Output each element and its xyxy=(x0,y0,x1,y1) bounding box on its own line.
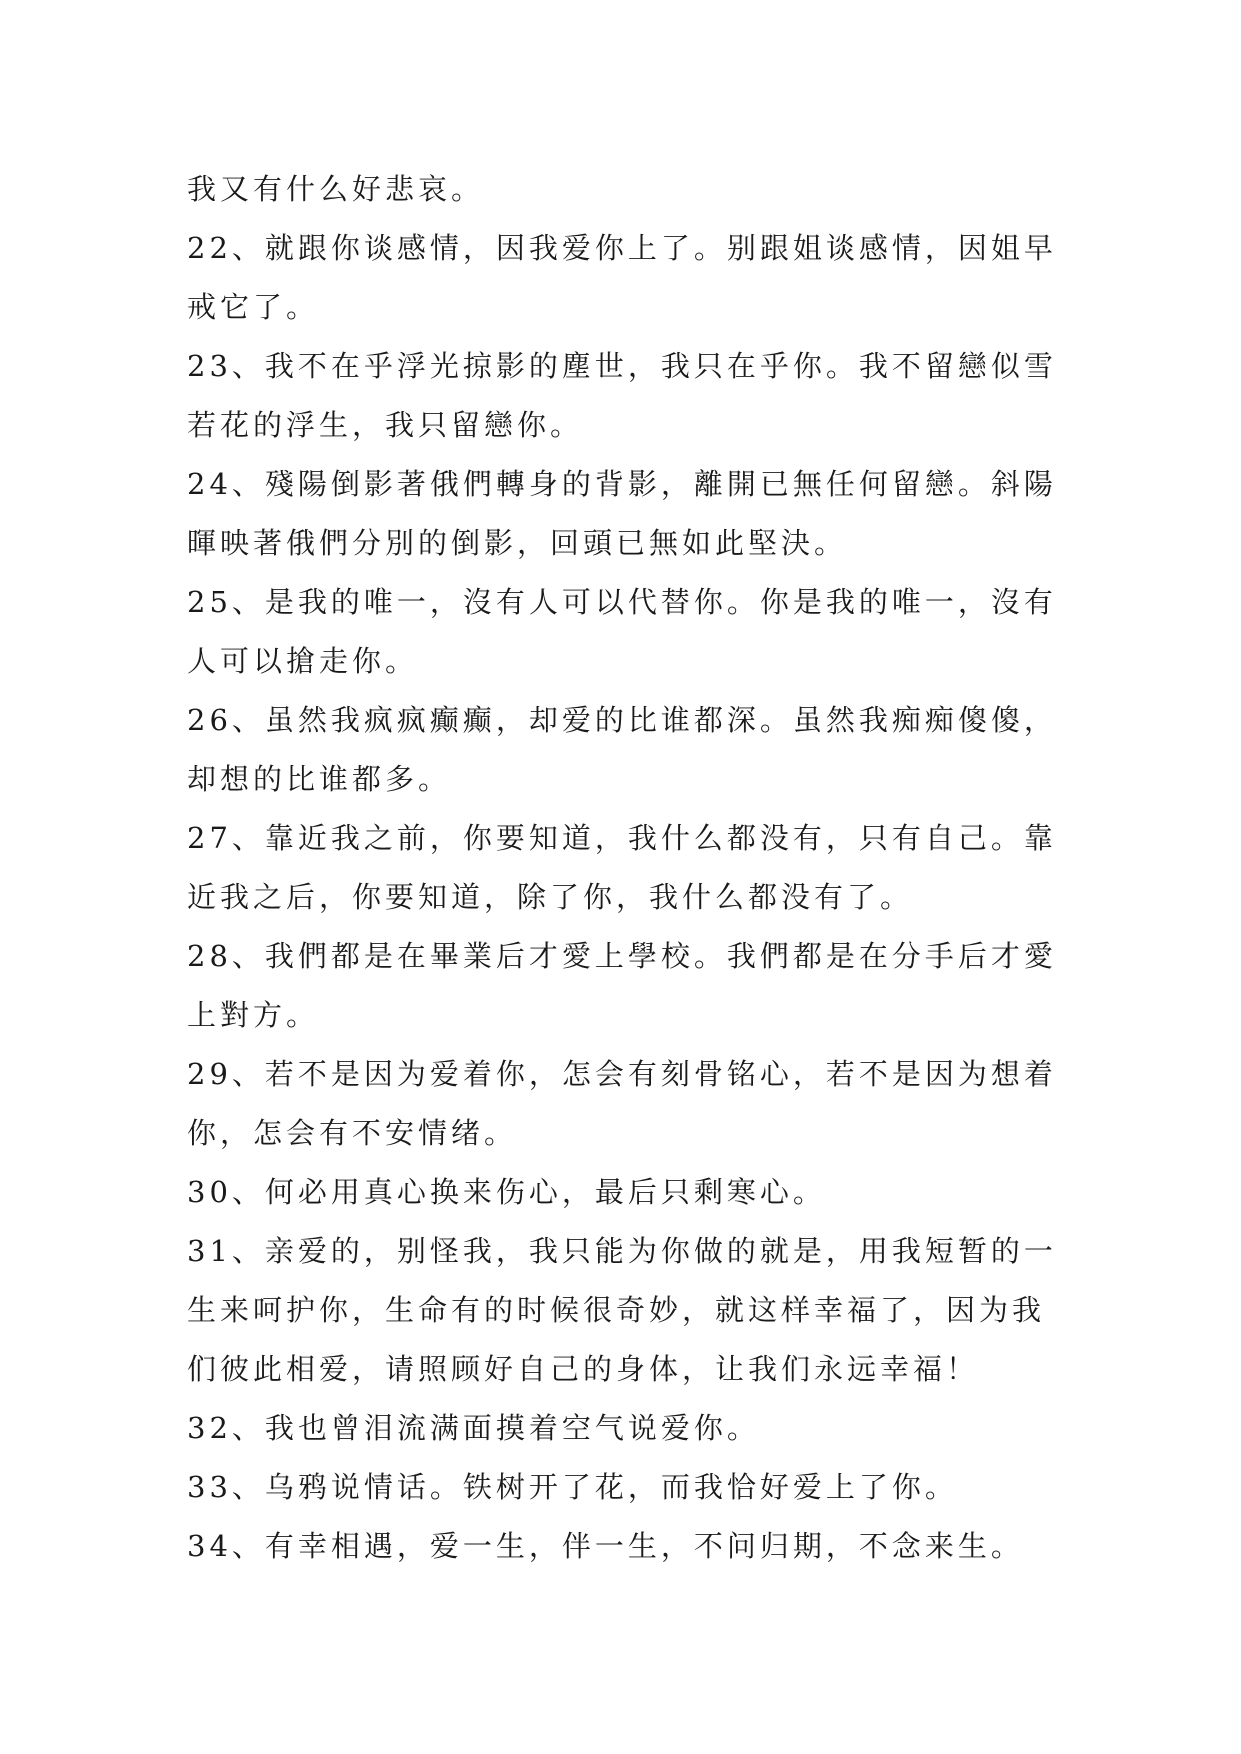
text-line: 戒它了。 xyxy=(187,290,320,324)
text-line: 上對方。 xyxy=(187,998,320,1032)
text-line: 32、我也曾泪流满面摸着空气说爱你。 xyxy=(187,1411,760,1445)
text-line: 却想的比谁都多。 xyxy=(187,762,452,796)
text-line: 27、靠近我之前，你要知道，我什么都没有，只有自己。靠 xyxy=(187,821,1057,855)
text-line: 34、有幸相遇，爱一生，伴一生，不问归期，不念来生。 xyxy=(187,1529,1024,1563)
text-line: 25、是我的唯一，沒有人可以代替你。你是我的唯一，沒有 xyxy=(187,585,1057,619)
text-line: 33、乌鸦说情话。铁树开了花，而我恰好爱上了你。 xyxy=(187,1470,958,1504)
text-line: 生来呵护你，生命有的时候很奇妙，就这样幸福了，因为我 xyxy=(187,1293,1046,1327)
text-line: 24、殘陽倒影著俄們轉身的背影，離開已無任何留戀。斜陽 xyxy=(187,467,1057,501)
text-line: 人可以搶走你。 xyxy=(187,644,419,678)
text-line: 30、何必用真心换来伤心，最后只剩寒心。 xyxy=(187,1175,826,1209)
text-line: 22、就跟你谈感情，因我爱你上了。别跟姐谈感情，因姐早 xyxy=(187,231,1057,265)
text-line: 们彼此相爱，请照顾好自己的身体，让我们永远幸福！ xyxy=(187,1352,980,1386)
document-body xyxy=(187,160,1067,1576)
text-line: 23、我不在乎浮光掠影的塵世，我只在乎你。我不留戀似雪 xyxy=(187,349,1057,383)
text-line: 26、虽然我疯疯癫癫，却爱的比谁都深。虽然我痴痴傻傻， xyxy=(187,703,1057,737)
text-line: 29、若不是因为爱着你，怎会有刻骨铭心，若不是因为想着 xyxy=(187,1057,1057,1091)
text-line: 28、我們都是在畢業后才愛上學校。我們都是在分手后才愛 xyxy=(187,939,1057,973)
text-line: 暉映著俄們分別的倒影，回頭已無如此堅決。 xyxy=(187,526,848,560)
text-line: 若花的浮生，我只留戀你。 xyxy=(187,408,584,442)
text-line: 我又有什么好悲哀。 xyxy=(187,172,485,206)
text-line: 31、亲爱的，别怪我，我只能为你做的就是，用我短暂的一 xyxy=(187,1234,1057,1268)
text-line: 近我之后，你要知道，除了你，我什么都没有了。 xyxy=(187,880,914,914)
text-line: 你，怎会有不安情绪。 xyxy=(187,1116,518,1150)
